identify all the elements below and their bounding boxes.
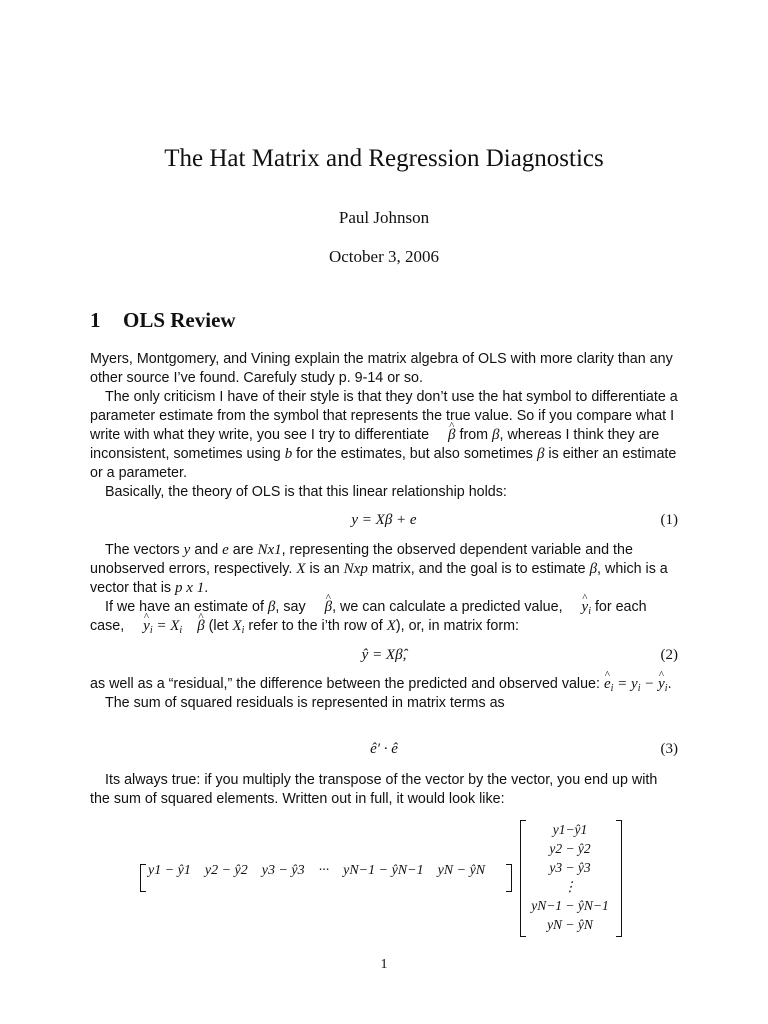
beta-hat-symbol: β ^ bbox=[433, 426, 455, 445]
column-vector-entry: yN − ŷN bbox=[547, 917, 593, 932]
column-vector-entry: ⋮ bbox=[563, 879, 577, 894]
column-vector-entry: y2 − ŷ2 bbox=[549, 841, 591, 856]
row-vector-entry: yN−1 − ŷN−1 bbox=[343, 863, 424, 878]
paragraph: Its always true: if you multiply the transpose of the vector by the vector, you end up with the sum of squared elements. Written out in full, it would look like: bbox=[90, 772, 658, 807]
paragraph: The vectors y and e are Nx1, representing the observed dependent variable and the unobserved errors, respectively. X is an Nxp matrix, and the goal is to estimate β, which is a vector that is p x 1. bbox=[90, 542, 668, 596]
row-vector bbox=[148, 863, 485, 891]
equation-2 bbox=[90, 647, 678, 667]
equation-number: (1) bbox=[660, 512, 678, 528]
page-number: 1 bbox=[380, 957, 388, 972]
equation-expression: y = Xβ + e bbox=[351, 512, 417, 528]
paragraph: The sum of squared residuals is represented in matrix terms as bbox=[105, 695, 505, 711]
column-vector-entry: y1−ŷ1 bbox=[552, 822, 588, 837]
paragraph: The only criticism I have of their style is that they don’t use the hat symbol to differentiate a parameter estimate from the symbol that represents the true value. So if you compare what I write with what they write, you see I try to differentiate β ^ from β, whereas I think they are inconsistent, sometimes using b for the estimates, but also sometimes β is either an estimate or a parameter. bbox=[90, 388, 678, 483]
equation-3 bbox=[90, 741, 678, 761]
paragraph-block-4 bbox=[90, 771, 678, 809]
author: Paul Johnson bbox=[338, 208, 430, 227]
column-vector bbox=[530, 820, 610, 934]
equation-number: (3) bbox=[660, 741, 678, 757]
paragraph: Basically, the theory of OLS is that this linear relationship holds: bbox=[105, 484, 507, 500]
row-vector-entry: y2 − ŷ2 bbox=[204, 863, 248, 878]
equation-expression: ŷ = Xβ̂, bbox=[361, 647, 407, 663]
date: October 3, 2006 bbox=[328, 247, 439, 266]
paragraph: Myers, Montgomery, and Vining explain the matrix algebra of OLS with more clarity than any other source I’ve found. Carefuly study p. 9-14 or so. bbox=[90, 351, 673, 386]
paragraph-block-3 bbox=[90, 675, 678, 713]
column-vector-entry: y3 − ŷ3 bbox=[549, 860, 591, 875]
row-vector-entry: ··· bbox=[318, 863, 330, 878]
section-number: 1 bbox=[90, 308, 101, 332]
paragraph-block-2 bbox=[90, 541, 678, 636]
paragraph: as well as a “residual,” the difference between the predicted and observed value: e $\^{}_i = y_i - y$ $\^{}_i$. bbox=[90, 675, 678, 694]
row-vector-entry: yN − ŷN bbox=[437, 863, 486, 878]
section-title: OLS Review bbox=[123, 308, 236, 332]
equation-1 bbox=[90, 512, 678, 532]
row-vector-right-bracket bbox=[506, 864, 512, 892]
equation-number: (2) bbox=[660, 647, 678, 663]
row-vector-entry: y3 − ŷ3 bbox=[261, 863, 305, 878]
row-vector-left-bracket bbox=[140, 864, 146, 892]
column-vector-entry: yN−1 − ŷN−1 bbox=[531, 898, 609, 913]
column-vector-left-bracket bbox=[520, 820, 526, 937]
paragraph: If we have an estimate of β, say β ^, we can calculate a predicted value, y $\^{}_i$ for each case, y $\^{}_i = X_i$ β ^ (let $X_i$ refer to the i’th row of X), or, in matrix form: bbox=[90, 598, 678, 636]
equation-expression: ê′ · ê bbox=[370, 741, 398, 757]
paragraph-block-1 bbox=[90, 350, 678, 502]
document-title: The Hat Matrix and Regression Diagnostics bbox=[164, 145, 604, 172]
section-heading bbox=[90, 308, 236, 333]
row-vector-entry: y1 − ŷ1 bbox=[148, 863, 191, 878]
column-vector-right-bracket bbox=[616, 820, 622, 937]
